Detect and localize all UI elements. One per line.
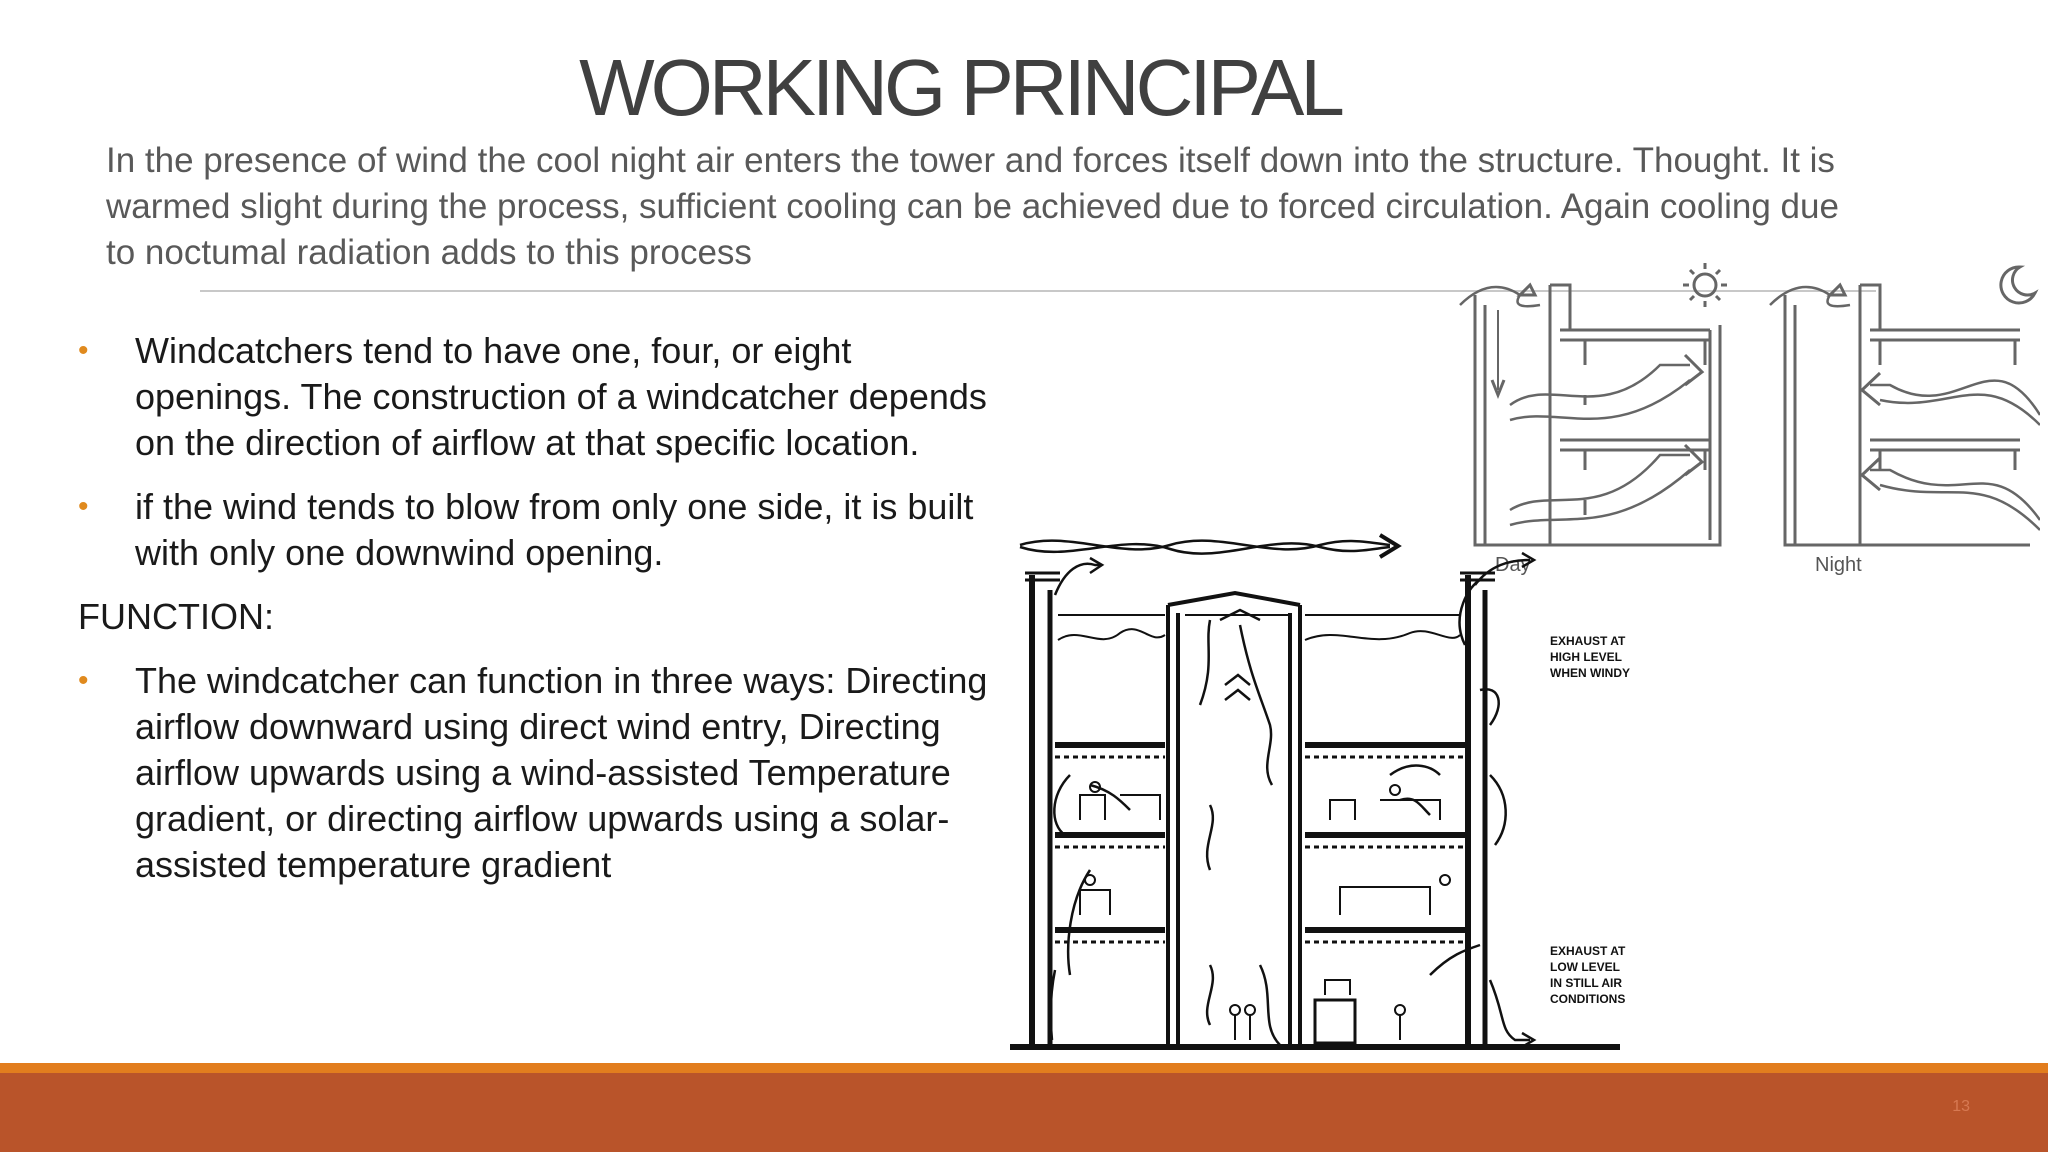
exhaust-low-note [1550,944,1629,1006]
note-line: IN STILL AIR [1550,976,1622,990]
note-line: EXHAUST AT [1550,634,1626,648]
bullet-dot-icon: • [78,664,89,697]
night-label: Night [1815,554,1862,576]
bullet-item [78,658,998,888]
footer-accent-line [0,1063,2048,1073]
bullet-text: if the wind tends to blow from only one side, it is built with only one downwind opening. [135,486,974,573]
note-line: CONDITIONS [1550,992,1626,1006]
building-section-diagram [1010,525,1660,1055]
night-building [1770,267,2040,545]
note-line: EXHAUST AT [1550,944,1626,958]
bullet-list [78,328,998,906]
note-line: WHEN WINDY [1550,666,1630,680]
note-line: HIGH LEVEL [1550,650,1622,664]
bullet-text: The windcatcher can function in three ways: Directing airflow downward using direct wind entry, Directing airflow upwards using a wind-assisted Temperature gradient, or directing airflow upwards using a solar-assisted temperature gradient [135,660,988,885]
function-heading: FUNCTION: [78,596,274,637]
day-building [1460,263,1727,545]
slide-title: WORKING PRINCIPAL [579,43,1341,132]
exhaust-high-note [1550,634,1630,680]
bullet-item [78,328,998,466]
intro-paragraph: In the presence of wind the cool night air enters the tower and forces itself down into the structure. Thought. It is warmed slight during the process, sufficient cooling can be achieved due to forced circulation. Again cooling due to noctumal radiation adds to this process [106,141,1839,272]
bullet-item [78,484,998,576]
page-number: 13 [1952,1098,1970,1115]
bullet-text: Windcatchers tend to have one, four, or eight openings. The construction of a windcatcher depends on the direction of airflow at that specific location. [135,330,987,463]
bullet-dot-icon: • [78,334,89,367]
bullet-dot-icon: • [78,490,89,523]
footer-bar [0,1073,2048,1152]
note-line: LOW LEVEL [1550,960,1620,974]
day-label: Day [1495,554,1531,576]
